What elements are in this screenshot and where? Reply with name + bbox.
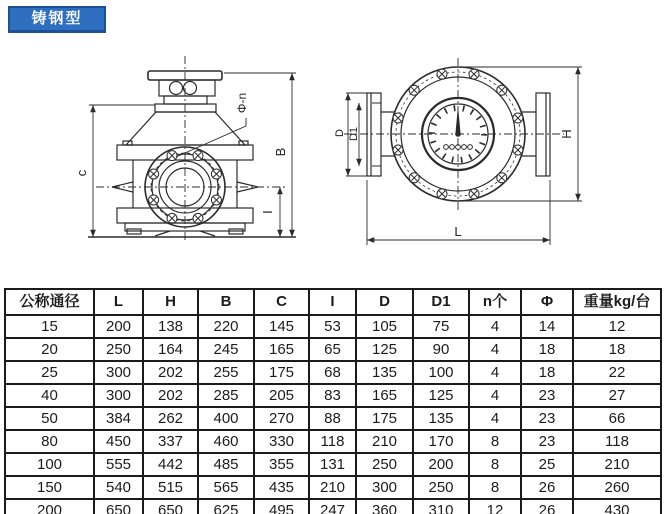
table-cell: 100 <box>413 361 469 384</box>
type-badge: 铸钢型 <box>8 6 106 33</box>
column-header: I <box>309 289 356 315</box>
table-cell: 4 <box>469 315 521 338</box>
table-cell: 202 <box>143 384 198 407</box>
dim-label-c: c <box>74 169 89 177</box>
table-cell: 8 <box>469 476 521 499</box>
dim-label-L: L <box>454 224 462 239</box>
table-cell: 435 <box>254 476 309 499</box>
table-cell: 23 <box>521 430 573 453</box>
table-cell: 355 <box>254 453 309 476</box>
side-view <box>334 58 582 245</box>
column-header: 公称通径 <box>5 289 94 315</box>
table-cell: 18 <box>521 338 573 361</box>
table-cell: 210 <box>356 430 413 453</box>
table-row <box>5 338 661 361</box>
table-cell: 65 <box>309 338 356 361</box>
table-cell: 165 <box>356 384 413 407</box>
table-cell: 50 <box>5 407 94 430</box>
table-cell: 26 <box>521 476 573 499</box>
table-cell: 220 <box>198 315 254 338</box>
table-cell: 450 <box>94 430 143 453</box>
table-cell: 210 <box>309 476 356 499</box>
table-cell: 260 <box>573 476 661 499</box>
column-header: D1 <box>413 289 469 315</box>
column-header: D <box>356 289 413 315</box>
table-cell: 175 <box>254 361 309 384</box>
dim-label-B: B <box>273 147 288 157</box>
column-header: L <box>94 289 143 315</box>
table-cell: 66 <box>573 407 661 430</box>
table-cell: 4 <box>469 407 521 430</box>
table-cell: 22 <box>573 361 661 384</box>
table-row <box>5 315 661 338</box>
column-header: n个 <box>469 289 521 315</box>
table-cell: 23 <box>521 407 573 430</box>
table-cell: 650 <box>94 499 143 514</box>
table-cell: 105 <box>356 315 413 338</box>
table-row <box>5 453 661 476</box>
table-cell: 80 <box>5 430 94 453</box>
table-cell: 25 <box>5 361 94 384</box>
table-cell: 250 <box>94 338 143 361</box>
table-row <box>5 407 661 430</box>
front-view <box>74 56 296 242</box>
table-row <box>5 430 661 453</box>
table-cell: 100 <box>5 453 94 476</box>
table-cell: 25 <box>521 453 573 476</box>
bonnet <box>126 112 245 145</box>
table-cell: 12 <box>469 499 521 514</box>
table-cell: 88 <box>309 407 356 430</box>
table-cell: 135 <box>413 407 469 430</box>
table-cell: 27 <box>573 384 661 407</box>
bolt-note-leader <box>176 118 246 157</box>
table-cell: 68 <box>309 361 356 384</box>
table-cell: 118 <box>573 430 661 453</box>
table-cell: 135 <box>356 361 413 384</box>
table-cell: 255 <box>198 361 254 384</box>
table-row <box>5 476 661 499</box>
table-cell: 555 <box>94 453 143 476</box>
table-cell: 150 <box>5 476 94 499</box>
column-header: H <box>143 289 198 315</box>
table-cell: 164 <box>143 338 198 361</box>
table-cell: 485 <box>198 453 254 476</box>
table-cell: 200 <box>5 499 94 514</box>
table-cell: 300 <box>356 476 413 499</box>
table-cell: 210 <box>573 453 661 476</box>
table-cell: 175 <box>356 407 413 430</box>
table-cell: 430 <box>573 499 661 514</box>
table-cell: 285 <box>198 384 254 407</box>
column-header: 重量kg/台 <box>573 289 661 315</box>
header-row <box>5 289 661 315</box>
table-cell: 360 <box>356 499 413 514</box>
table-cell: 625 <box>198 499 254 514</box>
table-cell: 20 <box>5 338 94 361</box>
table-cell: 247 <box>309 499 356 514</box>
table-cell: 540 <box>94 476 143 499</box>
dim-label-D1: D1 <box>348 126 360 142</box>
table-row <box>5 361 661 384</box>
table-cell: 565 <box>198 476 254 499</box>
table-cell: 40 <box>5 384 94 407</box>
dim-label-phi-n: Φ-n <box>235 92 249 114</box>
table-cell: 515 <box>143 476 198 499</box>
table-cell: 18 <box>573 338 661 361</box>
table-cell: 262 <box>143 407 198 430</box>
table-cell: 23 <box>521 384 573 407</box>
table-cell: 8 <box>469 453 521 476</box>
table-cell: 53 <box>309 315 356 338</box>
table-cell: 8 <box>469 430 521 453</box>
table-cell: 125 <box>356 338 413 361</box>
table-cell: 200 <box>94 315 143 338</box>
table-cell: 460 <box>198 430 254 453</box>
dim-label-I: I <box>260 210 275 214</box>
table-cell: 26 <box>521 499 573 514</box>
table-cell: 300 <box>94 384 143 407</box>
dim-label-D: D <box>334 129 346 137</box>
dim-label-H: H <box>559 129 574 139</box>
spec-table-body <box>5 315 661 514</box>
table-cell: 4 <box>469 338 521 361</box>
left-flange <box>367 93 381 176</box>
table-cell: 83 <box>309 384 356 407</box>
table-cell: 310 <box>413 499 469 514</box>
table-cell: 138 <box>143 315 198 338</box>
table-cell: 384 <box>94 407 143 430</box>
table-cell: 495 <box>254 499 309 514</box>
spec-table <box>4 288 662 514</box>
table-cell: 245 <box>198 338 254 361</box>
column-header: B <box>198 289 254 315</box>
table-cell: 650 <box>143 499 198 514</box>
table-cell: 4 <box>469 384 521 407</box>
table-cell: 131 <box>309 453 356 476</box>
table-cell: 202 <box>143 361 198 384</box>
table-cell: 442 <box>143 453 198 476</box>
table-cell: 125 <box>413 384 469 407</box>
column-header: Φ <box>521 289 573 315</box>
column-header: C <box>254 289 309 315</box>
right-flange <box>536 93 550 176</box>
table-cell: 200 <box>413 453 469 476</box>
table-cell: 145 <box>254 315 309 338</box>
table-cell: 18 <box>521 361 573 384</box>
table-cell: 205 <box>254 384 309 407</box>
table-row <box>5 384 661 407</box>
table-cell: 250 <box>413 476 469 499</box>
table-cell: 400 <box>198 407 254 430</box>
table-cell: 90 <box>413 338 469 361</box>
table-row <box>5 499 661 514</box>
table-cell: 118 <box>309 430 356 453</box>
table-cell: 15 <box>5 315 94 338</box>
table-cell: 14 <box>521 315 573 338</box>
counter-window-left <box>170 82 183 95</box>
table-cell: 270 <box>254 407 309 430</box>
table-cell: 165 <box>254 338 309 361</box>
table-cell: 337 <box>143 430 198 453</box>
table-cell: 4 <box>469 361 521 384</box>
table-cell: 330 <box>254 430 309 453</box>
table-cell: 250 <box>356 453 413 476</box>
table-cell: 12 <box>573 315 661 338</box>
table-cell: 300 <box>94 361 143 384</box>
table-cell: 75 <box>413 315 469 338</box>
table-cell: 170 <box>413 430 469 453</box>
